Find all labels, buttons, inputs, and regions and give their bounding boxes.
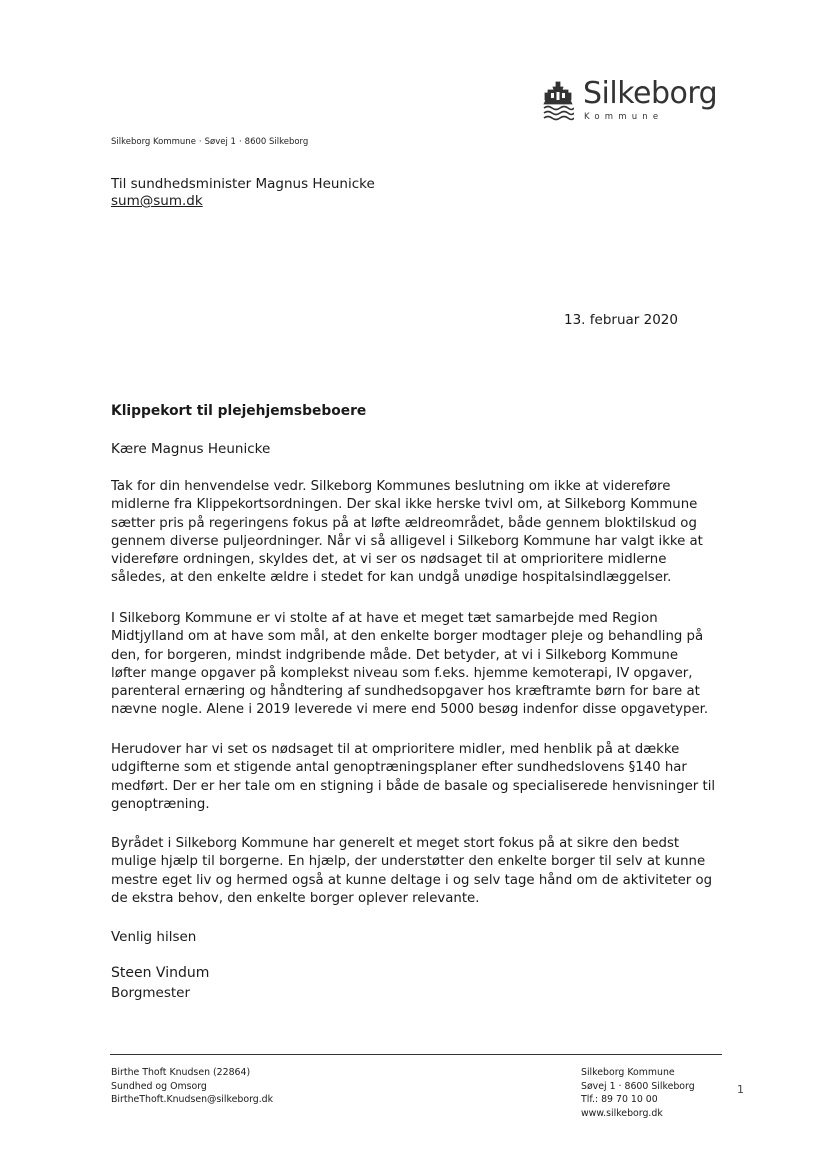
body-line: Byrådet i Silkeborg Kommune har generelt et meget stort fokus på at sikre den bedst (111, 836, 680, 851)
body-line: gennem diverse puljeordninger. Når vi så alligevel i Silkeborg Kommune har valgt ikke at (111, 533, 703, 549)
body-line: mestre eget liv og hermed også at kunne deltage i og selv tage hånd om de aktiviteter og (111, 872, 713, 888)
municipality-logo (542, 76, 732, 128)
body-paragraph (111, 835, 731, 908)
sender-street: Søvej 1 (204, 137, 236, 147)
body-paragraph (111, 610, 731, 720)
contact-department: Sundhed og Omsorg (111, 1080, 207, 1092)
page-number: 1 (737, 1083, 744, 1096)
footer-contact (111, 1066, 273, 1107)
footer-divider (110, 1054, 722, 1055)
body-paragraph (111, 741, 731, 814)
body-line: genoptræning. (111, 796, 210, 812)
body-line: Tak for din henvendelse vedr. Silkeborg Kommunes beslutning om ikke at videreføre (111, 479, 671, 494)
body-paragraph (111, 478, 731, 588)
body-line: sætter pris på regeringens fokus på at løfte ældreområdet, både gennem bloktilskud og (111, 515, 697, 531)
recipient-block (111, 176, 375, 210)
sender-address-line (111, 137, 308, 147)
closing: Venlig hilsen (111, 929, 197, 945)
salutation: Kære Magnus Heunicke (111, 441, 271, 457)
contact-email-link[interactable]: BirtheThoft.Knudsen@silkeborg.dk (111, 1094, 274, 1105)
signer-name: Steen Vindum (111, 965, 210, 981)
separator: · (198, 137, 202, 147)
body-line: den, for borgeren, mindst indgribende måde. Det betyder, at vi i Silkeborg Kommune (111, 647, 679, 663)
org-address: Søvej 1 · 8600 Silkeborg (581, 1080, 695, 1092)
separator: · (238, 137, 242, 147)
body-line: udgifterne som et stigende antal genoptræningsplaner efter sundhedslovens §140 har (111, 760, 687, 776)
contact-name: Birthe Thoft Knudsen (22864) (111, 1067, 251, 1078)
org-phone: Tlf.: 89 70 10 00 (581, 1094, 658, 1105)
logo-subtitle: Kommune (584, 112, 664, 122)
body-line: I Silkeborg Kommune er vi stolte af at have et meget tæt samarbejde med Region (111, 611, 658, 626)
recipient-line: Til sundhedsminister Magnus Heunicke (111, 176, 375, 192)
body-line: Midtjylland om at have som mål, at den enkelte borger modtager pleje og behandling på (111, 629, 704, 645)
footer-organization (581, 1066, 695, 1120)
municipal-crest-icon (542, 80, 574, 122)
letter-date: 13. februar 2020 (564, 312, 678, 328)
sender-org: Silkeborg Kommune (111, 137, 196, 147)
logo-name: Silkeborg (583, 76, 718, 111)
body-line: løfter mange opgaver på komplekst niveau som f.eks. hjemme kemoterapi, IV opgaver, (111, 665, 693, 681)
recipient-email-link[interactable]: sum@sum.dk (111, 193, 203, 209)
org-name: Silkeborg Kommune (581, 1067, 675, 1078)
body-line: videreføre ordningen, skyldes det, at vi ser os nødsaget til at omprioritere midlerne (111, 552, 667, 568)
body-line: Herudover har vi set os nødsaget til at omprioritere midler, med henblik på at dække (111, 742, 680, 757)
sender-city: 8600 Silkeborg (244, 137, 309, 147)
letter-subject: Klippekort til plejehjemsbeboere (111, 403, 367, 419)
org-website-link[interactable]: www.silkeborg.dk (581, 1107, 663, 1119)
body-line: nævne nogle. Alene i 2019 leverede vi mere end 5000 besøg indenfor disse opgavetyper. (111, 702, 709, 718)
body-line: medført. Der er her tale om en stigning i både de basale og specialiserede henvisninger til (111, 778, 716, 794)
body-line: således, at den enkelte ældre i stedet for kan undgå unødige hospitalsindlæggelser. (111, 570, 672, 586)
body-line: mulige hjælp til borgerne. En hjælp, der understøtter den enkelte borger til selv at kunne (111, 854, 706, 870)
body-line: de ekstra behov, den enkelte borger oplever relevante. (111, 890, 480, 906)
body-line: parenteral ernæring og håndtering af sundhedsopgaver hos kræftramte børn for bare at (111, 684, 700, 700)
signer-title: Borgmester (111, 985, 191, 1001)
body-line: midlerne fra Klippekortsordningen. Der skal ikke herske tvivl om, at Silkeborg Kommune (111, 497, 698, 513)
